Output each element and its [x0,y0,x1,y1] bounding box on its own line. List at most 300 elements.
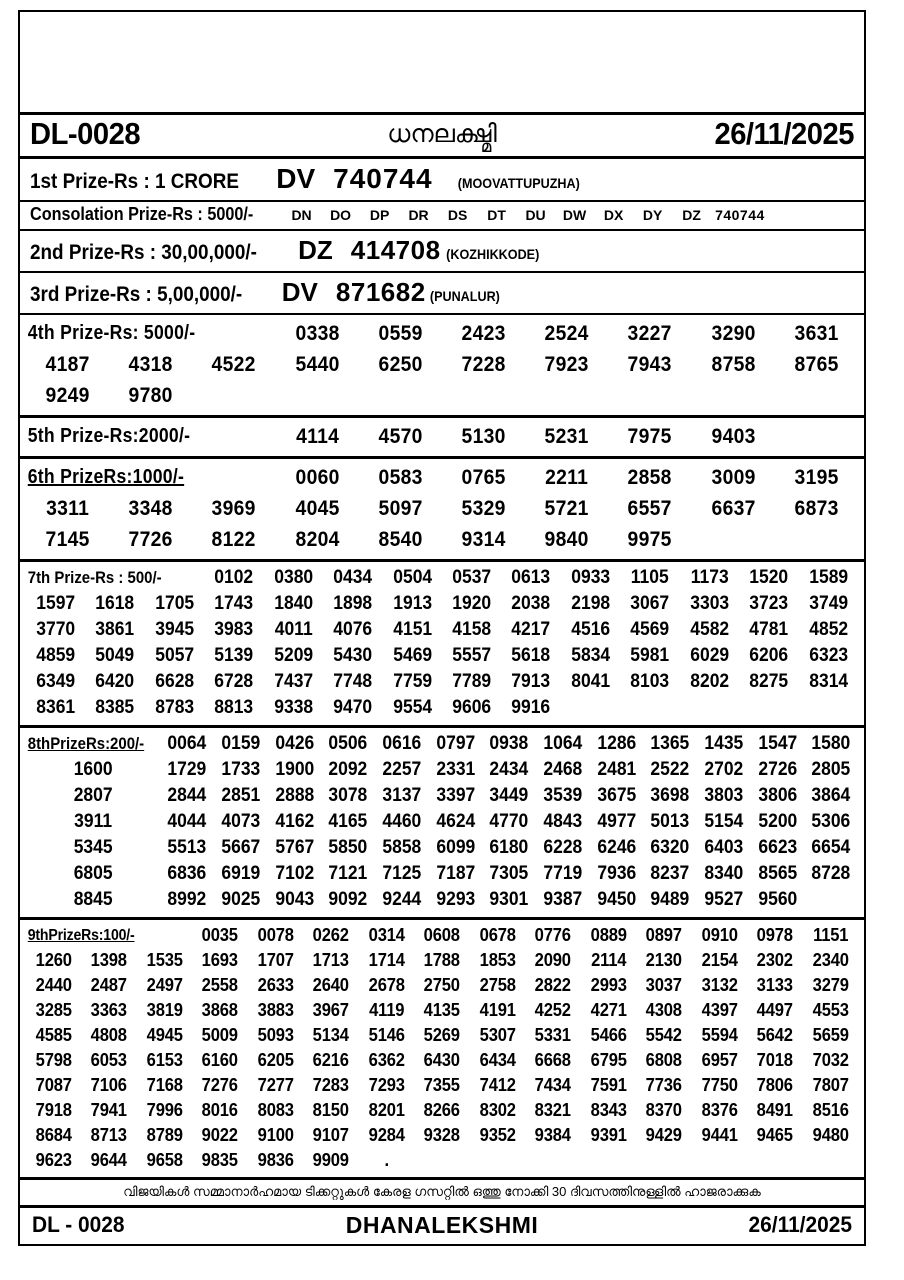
fourth-prize-grid [26,318,858,411]
ninth-prize-number: 9384 [534,1125,571,1145]
seventh-prize-number: 8314 [808,671,848,692]
eighth-prize-label: 8thPrizeRs:200/- [27,734,145,753]
eighth-prize-number: 2702 [704,759,744,780]
seventh-prize-number: 1840 [273,593,313,614]
ninth-prize-number: 4808 [91,1025,128,1045]
fourth-prize-number: 2524 [544,322,589,345]
fourth-prize-number: 9249 [45,384,90,407]
lottery-code: DL-0028 [30,116,141,151]
eighth-prize-number: 3397 [436,785,475,806]
ninth-prize-number: 9658 [146,1150,183,1170]
consolation-prize-row [20,202,864,231]
third-prize-number: 871682 [335,277,426,307]
ninth-prize-number: 4271 [590,1000,627,1020]
seventh-prize-number: 9554 [392,697,432,718]
eighth-prize-number: 8845 [73,889,113,910]
eighth-prize-number: 3539 [543,785,583,806]
eighth-prize-number: 7936 [597,863,636,884]
eighth-prize-number: 2805 [811,759,851,780]
fourth-prize-number: 4318 [128,353,173,376]
third-prize-label: 3rd Prize-Rs : 5,00,000/- [30,283,243,306]
eighth-prize-number: 9301 [489,889,529,910]
claim-note-malayalam: വിജയികൾ സമ്മാനാർഹമായ ടിക്കറ്റുകൾ കേരള ഗസറ്റിൽ ഒത്തു നോക്കി 30 ദിവസത്തിനുള്ളിൽ ഹാജരാക്കുക [20,1180,864,1208]
ninth-prize-number: 5594 [701,1025,738,1045]
seventh-prize-number: 4217 [511,619,551,640]
fourth-prize-number: 7943 [627,353,673,376]
seventh-prize-number: 4582 [689,619,729,640]
eighth-prize-number: 0616 [382,733,422,754]
ninth-prize-number: 6205 [257,1050,294,1070]
series-code: DR [408,207,429,223]
ninth-prize-number: 3363 [91,1000,128,1020]
ninth-prize-number: 1707 [257,950,294,970]
ninth-prize-number: 0608 [423,925,461,945]
fourth-prize-number: 6250 [378,353,423,376]
eighth-prize-number: 8237 [650,863,690,884]
consolation-series-list [282,207,856,223]
eighth-prize-number: 2481 [597,759,636,780]
sixth-prize-number: 5329 [461,497,506,520]
seventh-prize-number: 2038 [511,593,551,614]
eighth-prize-number: 9244 [382,889,422,910]
ninth-prize-number: 7276 [202,1075,239,1095]
eighth-prize-number: 1729 [167,759,207,780]
eighth-prize-number: 4162 [274,811,314,832]
fourth-prize-number: 3290 [711,322,756,345]
eighth-prize-number: 5513 [167,837,207,858]
series-code: DW [562,207,587,223]
ninth-prize-number: 8370 [645,1100,682,1120]
ninth-prize-number: 9623 [35,1150,72,1170]
eighth-prize-number: 3675 [597,785,636,806]
ninth-prize-number: 7283 [313,1075,350,1095]
ninth-prize-number: 2440 [35,975,72,995]
ninth-prize-number: 7750 [701,1075,738,1095]
first-prize-number: 740744 [333,163,433,194]
seventh-prize-number: 3303 [689,593,729,614]
ninth-prize-number: 2750 [423,975,461,995]
seventh-prize-number: 4859 [36,645,76,666]
ninth-prize-number: 5466 [590,1025,627,1045]
ninth-prize-number: 4397 [701,1000,738,1020]
eighth-prize-number: 5013 [650,811,690,832]
ninth-prize-number: 9391 [590,1125,627,1145]
eighth-prize-number: 2434 [489,759,529,780]
ninth-prize-number: 4497 [756,1000,793,1020]
ninth-prize-number: 2130 [645,950,682,970]
fifth-prize-label: 5th Prize-Rs:2000/- [27,425,191,447]
consolation-prize-label: Consolation Prize-Rs : 5000/- [30,204,254,224]
eighth-prize-grid [26,731,858,913]
ninth-prize-number: 3279 [812,975,849,995]
ninth-prize-number: 9107 [313,1125,350,1145]
seventh-prize-number: 8275 [749,671,789,692]
eighth-prize-number: 9450 [597,889,636,910]
sixth-prize-number: 3311 [46,497,90,520]
sixth-prize-number: 5097 [378,497,423,520]
eighth-prize-number: 9043 [274,889,314,910]
ninth-prize-number: 2993 [590,975,627,995]
ninth-prize-number: 8491 [756,1100,793,1120]
ninth-prize-number: 9480 [812,1125,849,1145]
fourth-prize-number: 0338 [295,322,340,345]
sixth-prize-number: 7145 [45,528,90,551]
eighth-prize-number: 4044 [167,811,207,832]
first-prize-series: DV [276,163,316,194]
ninth-prize-number: 5642 [756,1025,793,1045]
sixth-prize-label: 6th PrizeRs:1000/- [27,466,185,488]
ninth-prize-number: 8321 [534,1100,571,1120]
ninth-prize-number: 2302 [756,950,793,970]
fourth-prize-number: 5440 [295,353,340,376]
seventh-prize-number: 3945 [155,619,195,640]
sixth-prize-number: 0060 [295,466,340,489]
ninth-prize-number: 8016 [202,1100,239,1120]
eighth-prize-number: 1547 [758,733,797,754]
eighth-prize-number: 4460 [382,811,422,832]
eighth-prize-number: 5154 [704,811,744,832]
first-prize-row [20,159,864,202]
ninth-prize-number: 0978 [756,925,793,945]
ninth-prize-number: 7434 [534,1075,571,1095]
seventh-prize-number: 8783 [155,697,195,718]
ninth-prize-number: 9429 [645,1125,682,1145]
ninth-prize-number: 0889 [590,925,627,945]
seventh-prize-number: 3770 [36,619,76,640]
ninth-prize-number: 5542 [645,1025,682,1045]
seventh-prize-number: 1589 [808,567,848,588]
ninth-prize-number: 7412 [479,1075,516,1095]
ninth-prize-number: 6430 [423,1050,461,1070]
ninth-prize-number: 9284 [368,1125,405,1145]
eighth-prize-number: 1580 [811,733,851,754]
eighth-prize-number: 6836 [167,863,207,884]
seventh-prize-number: 3861 [95,619,135,640]
footer-lottery-name: DHANALEKSHMI [345,1211,539,1238]
seventh-prize-number: 3983 [214,619,254,640]
eighth-prize-number: 7102 [274,863,314,884]
seventh-prize-number: 5834 [571,645,611,666]
seventh-prize-number: 5049 [95,645,135,666]
ninth-prize-number: 4308 [645,1000,682,1020]
ninth-prize-number: 7996 [146,1100,183,1120]
ninth-prize-number: 5331 [534,1025,571,1045]
ninth-prize-number: 9441 [701,1125,738,1145]
eighth-prize-number: 0426 [274,733,314,754]
eighth-prize-number: 5200 [758,811,797,832]
ninth-prize-number: 4135 [423,1000,461,1020]
ninth-prize-number: 1853 [479,950,516,970]
seventh-prize-number: 5057 [155,645,195,666]
ninth-prize-number: 1788 [423,950,461,970]
seventh-prize-number: 9916 [511,697,551,718]
ninth-prize-number: 2090 [534,950,571,970]
eighth-prize-number: 5667 [221,837,261,858]
eighth-prize-number: 6623 [758,837,797,858]
sixth-prize-number: 0765 [461,466,506,489]
seventh-prize-number: 5981 [630,645,670,666]
ninth-prize-number: 5269 [423,1025,461,1045]
seventh-prize-grid [26,565,858,721]
ninth-prize-number: 7591 [590,1075,627,1095]
eighth-prize-number: 3078 [328,785,368,806]
ninth-prize-number: 7032 [812,1050,849,1070]
seventh-prize-number: 8202 [689,671,729,692]
seventh-prize-number: 8385 [95,697,135,718]
eighth-prize-number: 0064 [167,733,207,754]
ninth-prize-number: 4553 [812,1000,849,1020]
seventh-prize-number: 1743 [214,593,254,614]
footer-lottery-code: DL - 0028 [32,1212,125,1237]
sixth-prize-number: 2858 [627,466,673,489]
fifth-prize-number: 4570 [378,425,423,448]
ninth-prize-number: 7807 [812,1075,849,1095]
seventh-prize-number: 8361 [36,697,76,718]
seventh-prize-label: 7th Prize-Rs : 500/- [27,568,162,587]
series-code: DO [330,207,352,223]
ninth-prize-number: 8302 [479,1100,516,1120]
eighth-prize-number: 4770 [489,811,529,832]
ninth-prize-number: 0776 [534,925,571,945]
eighth-prize-number: 6919 [221,863,261,884]
seventh-prize-number: 0504 [392,567,432,588]
eighth-prize-number: 0797 [436,733,475,754]
second-prize-number: 414708 [350,235,441,265]
fourth-prize-number: 4522 [211,353,257,376]
seventh-prize-number: 9338 [273,697,313,718]
first-prize-location: (MOOVATTUPUZHA) [457,175,580,191]
ninth-prize-number: 6795 [590,1050,627,1070]
ninth-prize-number: 0897 [645,925,682,945]
ninth-prize-number: 3133 [756,975,793,995]
ninth-prize-number: 6434 [479,1050,516,1070]
ninth-prize-number: 9465 [756,1125,793,1145]
eighth-prize-number: 0159 [221,733,261,754]
ninth-prize-number: 5659 [812,1025,849,1045]
fourth-prize-block [20,315,864,418]
series-code: DX [603,207,624,223]
ninth-prize-number: 4119 [368,1000,405,1020]
ninth-prize-number: 8376 [701,1100,738,1120]
sixth-prize-number: 6873 [794,497,839,520]
fourth-prize-number: 7923 [544,353,589,376]
ninth-prize-number: 1714 [368,950,405,970]
ninth-prize-number: 8083 [257,1100,294,1120]
ninth-prize-number: 6808 [645,1050,682,1070]
ninth-prize-number: 2340 [812,950,849,970]
eighth-prize-number: 1733 [221,759,261,780]
draw-date: 26/11/2025 [714,116,854,151]
sixth-prize-grid [26,462,858,555]
seventh-prize-number: 4076 [333,619,373,640]
eighth-prize-number: 7125 [382,863,422,884]
fourth-prize-number: 7228 [461,353,506,376]
eighth-prize-number: 3449 [489,785,529,806]
ninth-prize-number: 9352 [479,1125,516,1145]
eighth-prize-number: 9092 [328,889,368,910]
first-prize-label: 1st Prize-Rs : 1 CRORE [30,170,240,193]
ninth-prize-number: 2497 [146,975,183,995]
eighth-prize-number: 1900 [274,759,314,780]
ninth-prize-number: 3883 [257,1000,294,1020]
ninth-prize-number: 9836 [257,1150,294,1170]
eighth-prize-number: 5850 [328,837,368,858]
eighth-prize-number: 6180 [489,837,529,858]
eighth-prize-number: 0506 [328,733,368,754]
ninth-prize-number: 9328 [423,1125,461,1145]
seventh-prize-number: 1705 [155,593,195,614]
sixth-prize-number: 5721 [544,497,589,520]
eighth-prize-number: 7187 [436,863,475,884]
seventh-prize-number: 5430 [333,645,373,666]
seventh-prize-number: 4158 [452,619,492,640]
eighth-prize-number: 2331 [436,759,475,780]
eighth-prize-number: 4165 [328,811,368,832]
ninth-prize-number: 7168 [146,1075,183,1095]
ninth-prize-number: 7018 [756,1050,793,1070]
ninth-prize-number: 2758 [479,975,516,995]
ninth-prize-number: 6668 [534,1050,571,1070]
ninth-prize-number: 1260 [35,950,72,970]
fourth-prize-number: 4187 [45,353,90,376]
seventh-prize-number: 7437 [273,671,313,692]
fourth-prize-number: 8758 [711,353,756,376]
seventh-prize-number: 6628 [155,671,195,692]
ninth-prize-number: 4585 [35,1025,72,1045]
fourth-prize-number: 2423 [461,322,506,345]
ninth-prize-number: 8713 [91,1125,128,1145]
fifth-prize-number: 7975 [627,425,673,448]
eighth-prize-number: 5345 [73,837,113,858]
ninth-prize-number: 9909 [313,1150,350,1170]
sixth-prize-number: 8540 [378,528,423,551]
result-header [20,115,864,159]
ninth-prize-number: 5798 [35,1050,72,1070]
eighth-prize-number: 2257 [382,759,422,780]
ninth-prize-number: 7918 [35,1100,72,1120]
eighth-prize-number: 4073 [221,811,261,832]
sixth-prize-number: 9314 [461,528,506,551]
seventh-prize-number: 0613 [511,567,551,588]
ninth-prize-number: 0078 [257,925,294,945]
eighth-prize-number: 9560 [758,889,797,910]
eighth-prize-number: 7719 [543,863,583,884]
eighth-prize-number: 6403 [704,837,744,858]
ninth-prize-label: 9thPrizeRs:100/- [27,927,135,944]
seventh-prize-number: 7789 [452,671,492,692]
seventh-prize-number: 1105 [631,567,669,588]
ninth-prize-number: 7106 [91,1075,128,1095]
eighth-prize-number: 9387 [543,889,583,910]
fifth-prize-number: 5130 [461,425,506,448]
ninth-prize-number: 8150 [313,1100,350,1120]
sixth-prize-number: 6637 [711,497,756,520]
eighth-prize-number: 6805 [73,863,113,884]
seventh-prize-number: 5557 [452,645,492,666]
eighth-prize-number: 4624 [436,811,475,832]
ninth-prize-number: 1693 [202,950,239,970]
seventh-prize-number: 8041 [571,671,611,692]
ninth-prize-number: 2678 [368,975,405,995]
eighth-prize-number: 8728 [811,863,851,884]
seventh-prize-number: 5469 [392,645,432,666]
series-code: DP [369,207,390,223]
eighth-prize-number: 8340 [704,863,744,884]
second-prize-location: (KOZHIKKODE) [445,246,539,262]
seventh-prize-number: 5139 [214,645,254,666]
ninth-prize-number: 9835 [202,1150,239,1170]
ninth-prize-number: 5307 [479,1025,516,1045]
seventh-prize-number: 8813 [214,697,254,718]
seventh-prize-number: 6420 [95,671,135,692]
fifth-prize-grid [26,421,858,452]
ninth-prize-number: 6153 [146,1050,183,1070]
ninth-prize-number: 6160 [202,1050,239,1070]
ninth-prize-number: 6957 [701,1050,738,1070]
seventh-prize-number: 1173 [690,567,729,588]
sixth-prize-number: 4045 [295,497,340,520]
ninth-prize-number: 4191 [479,1000,516,1020]
seventh-prize-number: 2198 [571,593,611,614]
eighth-prize-number: 8992 [167,889,207,910]
eighth-prize-number: 1286 [597,733,636,754]
ninth-prize-number: 7941 [91,1100,128,1120]
ninth-prize-number: 9644 [91,1150,128,1170]
seventh-prize-number: 8103 [630,671,670,692]
seventh-prize-number: 1920 [452,593,492,614]
eighth-prize-number: 4977 [597,811,636,832]
ninth-prize-number: 5093 [257,1025,294,1045]
seventh-prize-number: 7759 [392,671,432,692]
second-prize-series: DZ [298,235,333,265]
eighth-prize-number: 3698 [650,785,690,806]
fourth-prize-number: 3631 [794,322,839,345]
ninth-prize-number: 6216 [313,1050,350,1070]
seventh-prize-number: 6206 [749,645,789,666]
seventh-prize-number: 4569 [630,619,670,640]
eighth-prize-number: 5767 [274,837,314,858]
seventh-prize-number: 4151 [392,619,432,640]
ninth-prize-number: 5134 [313,1025,350,1045]
ninth-prize-number: 6053 [91,1050,128,1070]
eighth-prize-number: 6654 [811,837,851,858]
seventh-prize-number: 3067 [630,593,670,614]
fourth-prize-label: 4th Prize-Rs: 5000/- [27,322,196,344]
sixth-prize-number: 7726 [128,528,173,551]
sixth-prize-block [20,459,864,562]
seventh-prize-number: 0380 [273,567,313,588]
top-blank-area [20,12,864,115]
ninth-prize-number: 0678 [479,925,516,945]
ninth-prize-number: 1151 [812,925,848,945]
ninth-prize-number: 8789 [146,1125,183,1145]
eighth-prize-number: 9489 [650,889,690,910]
third-prize-location: (PUNALUR) [429,288,500,304]
series-code: DU [525,207,546,223]
ninth-prize-number: 5009 [202,1025,239,1045]
ninth-prize-number: 5146 [368,1025,405,1045]
consolation-prize-number: 740744 [715,207,765,223]
ninth-prize-number: 2633 [257,975,294,995]
ninth-prize-grid [26,923,858,1173]
ninth-prize-number: 3819 [146,1000,183,1020]
ninth-prize-number: 7277 [257,1075,294,1095]
ninth-prize-block [20,920,864,1180]
sixth-prize-number: 6557 [627,497,673,520]
ninth-prize-number: 3868 [202,1000,239,1020]
eighth-prize-number: 5858 [382,837,422,858]
fifth-prize-number: 9403 [711,425,756,448]
